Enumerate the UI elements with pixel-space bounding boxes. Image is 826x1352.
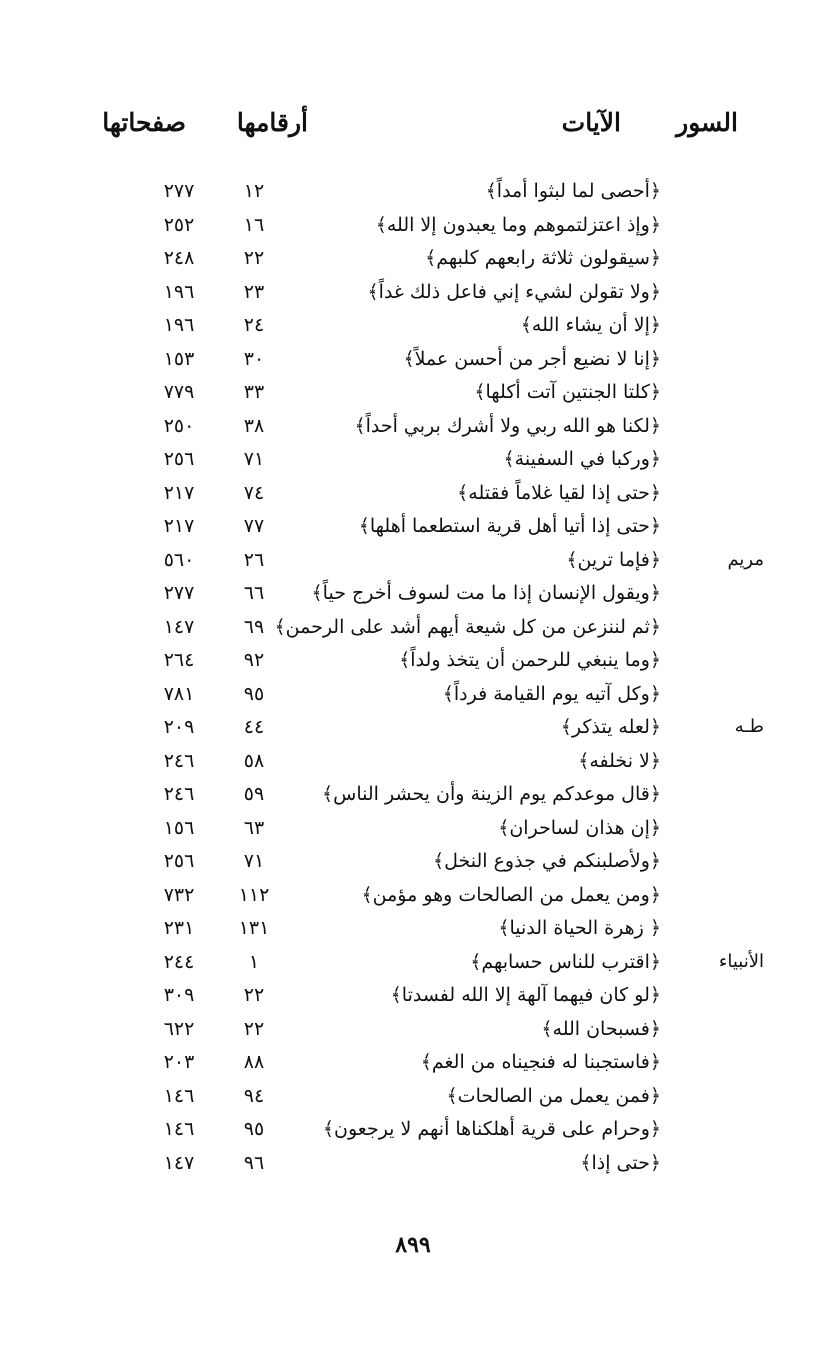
index-table-body — [0, 178, 826, 1183]
ayah-number: ١٢ — [243, 180, 265, 202]
page-reference: ٢٤٦ — [163, 783, 195, 805]
table-row — [0, 748, 826, 782]
page-reference: ٧٧٩ — [163, 381, 195, 403]
page-reference: ١٩٦ — [163, 314, 195, 336]
ayah-number: ٦٣ — [243, 816, 265, 839]
ayah-text: ﴿قال موعدكم يوم الزينة وأن يحشر الناس﴾ — [322, 783, 661, 805]
ayah-number: ٩٥ — [243, 682, 265, 705]
ayah-number: ١٦ — [243, 213, 265, 236]
ayah-number: ٩٦ — [243, 1151, 265, 1174]
ayah-text: ﴿فإما ترين﴾ — [566, 548, 661, 571]
ayah-number: ١ — [248, 950, 260, 973]
page-number: ٨٩٩ — [395, 1232, 431, 1258]
ayah-number: ٧١ — [243, 448, 265, 470]
table-row — [0, 949, 826, 983]
header-ayat: الآيات — [561, 108, 621, 137]
ayah-number: ٣٣ — [243, 381, 265, 403]
header-pages: صفحاتها — [102, 108, 186, 137]
page-reference: ٧٣٢ — [163, 883, 195, 906]
ayah-text: ﴿فسبحان الله﴾ — [541, 1017, 661, 1040]
table-row — [0, 1049, 826, 1083]
page-reference: ٢٠٩ — [163, 716, 195, 738]
ayah-number: ٦٩ — [243, 615, 265, 638]
ayah-number: ٢٢ — [243, 247, 265, 269]
ayah-number: ٤٤ — [243, 716, 265, 738]
ayah-text: ﴿ثم لننزعن من كل شيعة أيهم أشد على الرحمن﴾ — [274, 615, 661, 638]
ayah-text: ﴿وحرام على قرية أهلكناها أنهم لا يرجعون﴾ — [322, 1118, 661, 1140]
ayah-text: ﴿فمن يعمل من الصالحات﴾ — [446, 1084, 661, 1107]
table-header — [0, 108, 826, 148]
surah-name: طـه — [734, 716, 764, 737]
ayah-text: ﴿حتى إذا لقيا غلاماً فقتله﴾ — [457, 481, 661, 504]
ayah-text: ﴿إن هذان لساحران﴾ — [498, 816, 661, 839]
ayah-text: ﴿اقترب للناس حسابهم﴾ — [470, 950, 661, 973]
page-reference: ٢٧٧ — [163, 180, 195, 202]
table-row — [0, 882, 826, 916]
table-row — [0, 915, 826, 949]
ayah-text: ﴿إنا لا نضيع أجر من أحسن عملاً﴾ — [403, 347, 661, 370]
page-reference: ٢٦٤ — [163, 649, 195, 671]
page-reference: ٣٠٩ — [163, 984, 195, 1006]
table-row — [0, 1150, 826, 1184]
table-row — [0, 714, 826, 748]
ayah-number: ٩٤ — [243, 1084, 265, 1107]
page-reference: ٢١٧ — [163, 515, 195, 537]
page-reference: ٦٢٢ — [163, 1017, 195, 1040]
page-reference: ٢٤٤ — [163, 950, 195, 973]
page-reference: ٢٥٢ — [163, 213, 195, 236]
page-reference: ٢٥٠ — [163, 414, 195, 437]
page-reference: ٢٣١ — [163, 917, 195, 939]
table-row — [0, 1116, 826, 1150]
ayah-text: ﴿أحصى لما لبثوا أمداً﴾ — [485, 180, 661, 202]
page-reference: ١٥٦ — [163, 816, 195, 839]
ayah-number: ١١٢ — [238, 883, 270, 906]
ayah-text: ﴿لو كان فيهما آلهة إلا الله لفسدتا﴾ — [390, 984, 661, 1006]
table-row — [0, 1083, 826, 1117]
ayah-number: ٢٦ — [243, 548, 265, 571]
page-reference: ٢٧٧ — [163, 582, 195, 604]
ayah-number: ٩٢ — [243, 649, 265, 671]
ayah-text: ﴿سيقولون ثلاثة رابعهم كلبهم﴾ — [425, 247, 661, 269]
ayah-text: ﴿لا نخلفه﴾ — [578, 749, 661, 772]
ayah-text: ﴿ومن يعمل من الصالحات وهو مؤمن﴾ — [361, 883, 661, 906]
table-row — [0, 212, 826, 246]
ayah-text: ﴿وما ينبغي للرحمن أن يتخذ ولداً﴾ — [399, 649, 661, 671]
table-row — [0, 781, 826, 815]
ayah-text: ﴿ زهرة الحياة الدنيا﴾ — [498, 917, 661, 939]
ayah-number: ٢٤ — [243, 314, 265, 336]
ayah-number: ٣٨ — [243, 414, 265, 437]
ayah-text: ﴿لعله يتذكر﴾ — [560, 716, 661, 738]
table-row — [0, 279, 826, 313]
page-reference: ١٤٦ — [163, 1084, 195, 1107]
ayah-text: ﴿ويقول الإنسان إذا ما مت لسوف أخرج حياً﴾ — [311, 582, 661, 604]
table-row — [0, 982, 826, 1016]
ayah-text: ﴿وركبا في السفينة﴾ — [503, 448, 661, 470]
page-reference: ١٥٣ — [163, 347, 195, 370]
table-row — [0, 1016, 826, 1050]
surah-name: الأنبياء — [718, 950, 764, 972]
ayah-number: ٦٦ — [243, 582, 265, 604]
table-row — [0, 547, 826, 581]
ayah-number: ٨٨ — [243, 1051, 265, 1073]
table-row — [0, 848, 826, 882]
table-row — [0, 480, 826, 514]
header-surah: السور — [676, 108, 738, 137]
ayah-text: ﴿ولا تقولن لشيء إني فاعل ذلك غداً﴾ — [367, 280, 661, 303]
table-row — [0, 580, 826, 614]
ayah-text: ﴿كلتا الجنتين آتت أكلها﴾ — [474, 381, 661, 403]
ayah-text: ﴿وكل آتيه يوم القيامة فرداً﴾ — [442, 682, 661, 705]
ayah-number: ٢٢ — [243, 984, 265, 1006]
ayah-text: ﴿إلا أن يشاء الله﴾ — [520, 314, 661, 336]
page-reference: ١٤٧ — [163, 615, 195, 638]
ayah-text: ﴿ولأصلبنكم في جذوع النخل﴾ — [432, 850, 661, 872]
table-row — [0, 413, 826, 447]
ayah-text: ﴿وإذ اعتزلتموهم وما يعبدون إلا الله﴾ — [375, 213, 661, 236]
table-row — [0, 346, 826, 380]
page-reference: ٢١٧ — [163, 481, 195, 504]
page-reference: ١٤٧ — [163, 1151, 195, 1174]
table-row — [0, 178, 826, 212]
table-row — [0, 815, 826, 849]
ayah-number: ٢٣ — [243, 280, 265, 303]
table-row — [0, 312, 826, 346]
page-reference: ٧٨١ — [163, 682, 195, 705]
ayah-number: ٣٠ — [243, 347, 265, 370]
header-numbers: أرقامها — [236, 108, 308, 137]
ayah-number: ٥٩ — [243, 783, 265, 805]
page-reference: ٢٤٦ — [163, 749, 195, 772]
ayah-number: ٥٨ — [243, 749, 265, 772]
page-reference: ٥٦٠ — [163, 548, 195, 571]
page-reference: ٢٠٣ — [163, 1051, 195, 1073]
ayah-number: ٧٤ — [243, 481, 265, 504]
ayah-number: ٧١ — [243, 850, 265, 872]
ayah-number: ٢٢ — [243, 1017, 265, 1040]
ayah-text: ﴿حتى إذا﴾ — [580, 1151, 661, 1174]
page-reference: ١٩٦ — [163, 280, 195, 303]
ayah-text: ﴿فاستجبنا له فنجيناه من الغم﴾ — [420, 1051, 661, 1073]
table-row — [0, 446, 826, 480]
page-reference: ٢٥٦ — [163, 448, 195, 470]
page-reference: ٢٤٨ — [163, 247, 195, 269]
page-reference: ٢٥٦ — [163, 850, 195, 872]
table-row — [0, 647, 826, 681]
ayah-text: ﴿لكنا هو الله ربي ولا أشرك بربي أحداً﴾ — [354, 414, 661, 437]
surah-name: مريم — [727, 548, 764, 570]
ayah-text: ﴿حتى إذا أتيا أهل قرية استطعما أهلها﴾ — [358, 515, 661, 537]
ayah-number: ١٣١ — [238, 917, 270, 939]
page-reference: ١٤٦ — [163, 1118, 195, 1140]
table-row — [0, 681, 826, 715]
table-row — [0, 245, 826, 279]
table-row — [0, 513, 826, 547]
ayah-number: ٩٥ — [243, 1118, 265, 1140]
table-row — [0, 379, 826, 413]
ayah-number: ٧٧ — [243, 515, 265, 537]
table-row — [0, 614, 826, 648]
